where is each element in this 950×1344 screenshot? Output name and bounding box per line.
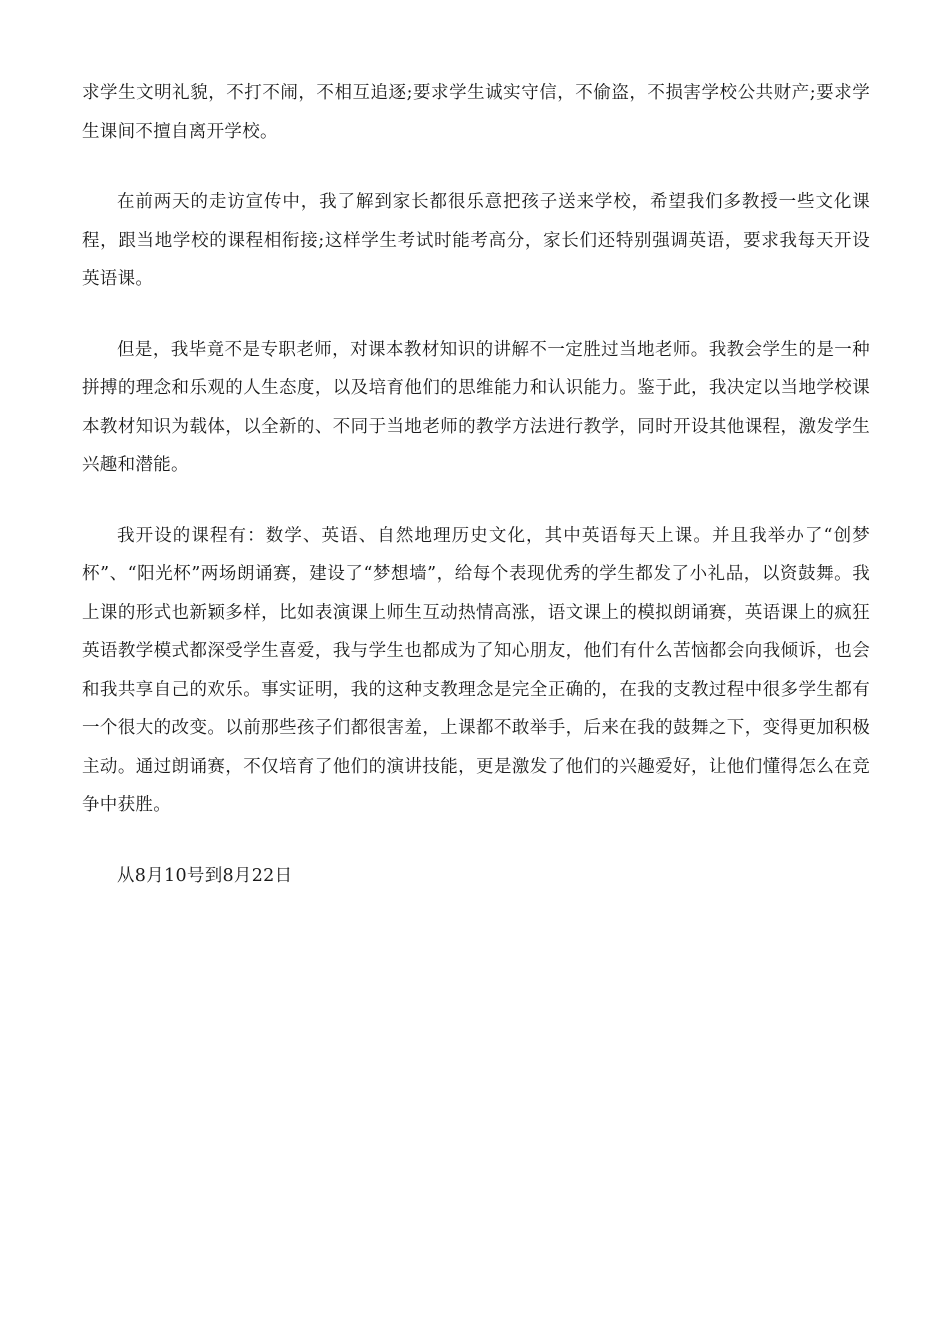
paragraph-rules-continuation: 求学生文明礼貌，不打不闹，不相互追逐;要求学生诚实守信，不偷盗，不损害学校公共财产;要求学生课间不擅自离开学校。 (82, 83, 870, 142)
paragraph-courses-offered: 我开设的课程有：数学、英语、自然地理历史文化，其中英语每天上课。并且我举办了“创梦杯”、“阳光杯”两场朗诵赛，建设了“梦想墙”，给每个表现优秀的学生都发了小礼品，以资鼓舞。我上课的形式也新颖多样，比如表演课上师生互动热情高涨，语文课上的模拟朗诵赛，英语课上的疯狂英语教学模式都深受学生喜爱，我与学生也都成为了知心朋友，他们有什么苦恼都会向我倾诉，也会和我共享自己的欢乐。事实证明，我的这种支教理念是完全正确的，在我的支教过程中很多学生都有一个很大的改变。以前那些孩子们都很害羞，上课都不敢举手，后来在我的鼓舞之下，变得更加积极主动。通过朗诵赛，不仅培育了他们的演讲技能，更是激发了他们的兴趣爱好，让他们懂得怎么在竞争中获胜。 (82, 525, 870, 815)
document-page (82, 74, 870, 927)
paragraph-teaching-approach: 但是，我毕竟不是专职老师，对课本教材知识的讲解不一定胜过当地老师。我教会学生的是一种拼搏的理念和乐观的人生态度，以及培育他们的思维能力和认识能力。鉴于此，我决定以当地学校课本教材知识为载体，以全新的、不同于当地老师的教学方法进行教学，同时开设其他课程，激发学生兴趣和潜能。 (82, 339, 870, 475)
paragraph-date-range: 从8月10号到8月22日 (117, 865, 293, 886)
paragraph-parent-visits: 在前两天的走访宣传中，我了解到家长都很乐意把孩子送来学校，希望我们多教授一些文化课程，跟当地学校的课程相衔接;这样学生考试时能考高分，家长们还特别强调英语，要求我每天开设英语课。 (82, 192, 870, 289)
